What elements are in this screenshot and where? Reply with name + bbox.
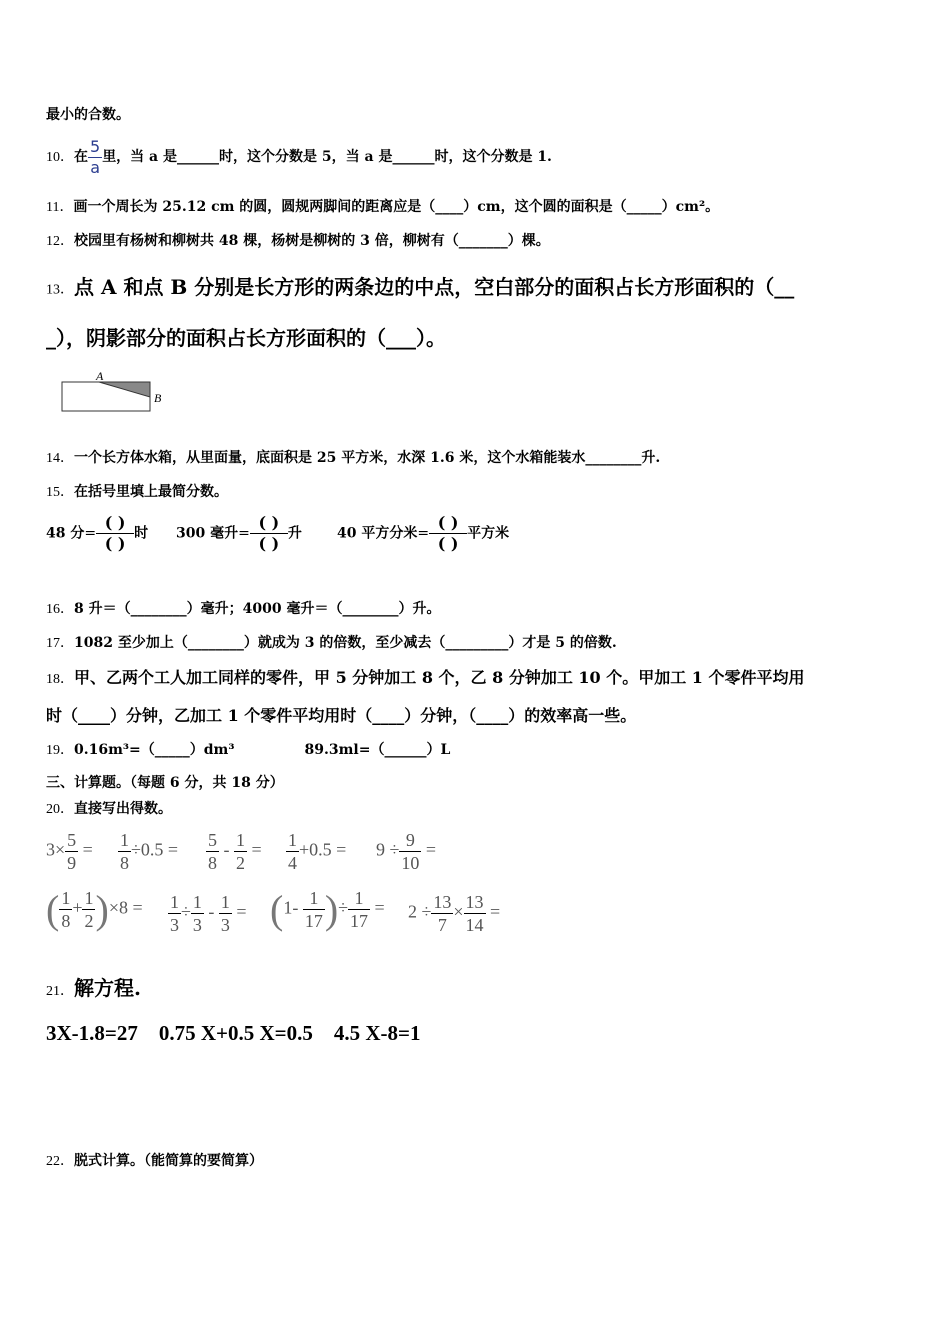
fraction: $\frac{5}{8}$ (208, 830, 217, 873)
q21-text: 解方程. (74, 976, 141, 1000)
q15-item-unit: 平方米 (467, 525, 510, 542)
q15-item-1 (46, 513, 148, 554)
question-number: 21． (46, 984, 74, 999)
q15-text: 在括号里填上最简分数。 (74, 484, 228, 500)
equals-sign: = (417, 525, 430, 542)
fraction: $\frac{1}{3}$ (170, 892, 179, 935)
calc-item: $\frac{5}{8}$ - $\frac{1}{2}$ = (208, 830, 262, 873)
fraction: $\frac{1}{8}$ (120, 830, 129, 873)
q11-text: 画一个周长为 25.12 cm 的圆，圆规两脚间的距离应是（____）cm，这个圆的面积是（_____）cm²。 (73, 199, 720, 215)
point-b-label: B (154, 391, 162, 405)
fraction: $\frac{1}{3}$ (220, 892, 230, 935)
equals-sign: = (238, 525, 250, 542)
calc-item: $\frac{1}{4}$ +0.5 = (288, 830, 347, 873)
question-number: 15． (46, 485, 74, 500)
q21-equations: 3X-1.8=27 0.75 X+0.5 X=0.5 4.5 X-8=1 (46, 1021, 421, 1045)
question-13-line2: _），阴影部分的面积占长方形面积的（___）。 (46, 326, 446, 350)
point-a-label: A (96, 369, 104, 383)
question-number: 16． (46, 602, 74, 617)
q15-item-2 (176, 513, 302, 554)
q10-text: 里，当 a 是______时，这个分数是 5，当 a 是______时，这个分数是 1. (102, 149, 552, 165)
fraction: $\frac{1}{2}$ (236, 830, 245, 873)
question-number: 12． (46, 234, 74, 249)
section-3-heading: 三、计算题。（每题 6 分，共 18 分） (46, 775, 284, 791)
question-number: 14． (46, 451, 74, 466)
blank-fraction: ( ) ( ) (250, 513, 288, 554)
equals-sign: = (84, 525, 97, 542)
rectangle-figure (56, 368, 166, 416)
question-number: 13． (46, 282, 74, 298)
question-11 (46, 196, 719, 216)
q13-line1-text: 点 A 和点 B 分别是长方形的两条边的中点，空白部分的面积占长方形面积的（__ (74, 275, 795, 299)
q15-item-unit: 时 (134, 525, 149, 542)
q18-line1-text: 甲、乙两个工人加工同样的零件，甲 5 分钟加工 8 个，乙 8 分钟加工 10 个。甲加工 1 个零件平均用 (74, 668, 805, 687)
question-22 (46, 1150, 263, 1170)
q15-item-left: 40 平方分米 (337, 525, 418, 542)
question-10 (46, 136, 552, 177)
q19-part2: 89.3ml=（______）L (304, 742, 451, 758)
question-16 (46, 598, 440, 618)
q22-text: 脱式计算。（能简算的要简算） (74, 1153, 263, 1169)
q15-item-left: 300 毫升 (176, 525, 239, 542)
q15-item-3 (337, 513, 509, 554)
calc-item: $\frac{1}{8}$ ÷0.5 = (120, 830, 179, 873)
fraction: $\frac{13}{7}$ (433, 892, 452, 935)
fraction: $\frac{9}{10}$ (401, 830, 420, 873)
q15-item-unit: 升 (287, 525, 302, 542)
question-13-line1 (46, 271, 794, 300)
question-number: 20． (46, 802, 74, 817)
q14-text: 一个长方体水箱，从里面量，底面积是 25 平方米，水深 1.6 米，这个水箱能装水________升. (74, 450, 661, 466)
q15-item-left: 48 分 (46, 525, 85, 542)
fraction: $\frac{1}{8}$ (61, 888, 71, 931)
question-number: 18． (46, 672, 74, 687)
q9-tail: 最小的合数。 (46, 107, 130, 123)
fraction: $\frac{1}{4}$ (288, 830, 297, 873)
q19-part1: 0.16m³=（_____）dm³ (74, 742, 235, 758)
calc-item: 3× $\frac{5}{9}$ = (46, 830, 93, 873)
question-19 (46, 739, 450, 759)
question-number: 22． (46, 1154, 74, 1169)
question-17 (46, 632, 617, 652)
question-number: 11． (46, 200, 74, 215)
question-14 (46, 447, 660, 467)
q16-text: 8 升＝（________）毫升；4000 毫升＝（________）升。 (74, 601, 441, 617)
q17-text: 1082 至少加上（________）就成为 3 的倍数，至少减去（_________）才是 5 的倍数. (74, 635, 617, 651)
fraction: $\frac{1}{17}$ (350, 888, 369, 931)
blank-fraction: ( ) ( ) (429, 513, 467, 554)
question-number: 19． (46, 743, 74, 758)
question-number: 10． (46, 150, 74, 165)
blank-fraction: ( ) ( ) (96, 513, 134, 554)
calc-item: (1- $\frac{1}{17}$ )÷ $\frac{1}{17}$ = (270, 887, 385, 932)
q20-text: 直接写出得数。 (74, 801, 172, 817)
question-18-line2: 时（____）分钟，乙加工 1 个零件平均用时（____）分钟，（____）的效率高一些。 (46, 706, 637, 725)
q12-text: 校园里有杨树和柳树共 48 棵，杨树是柳树的 3 倍，柳树有（_______）棵。 (74, 233, 550, 249)
question-12 (46, 230, 550, 250)
q10-pre: 在 (74, 149, 88, 165)
fraction: $\frac{5}{9}$ (67, 830, 77, 873)
fraction: $\frac{1}{17}$ (304, 888, 323, 931)
fraction: $\frac{13}{14}$ (465, 892, 484, 935)
calc-item: $\frac{1}{3}$ ÷ $\frac{1}{3}$ - $\frac{1}{3}$ = (170, 892, 247, 935)
calc-item: 9 ÷ $\frac{9}{10}$ = (376, 830, 437, 873)
calc-item: 2 ÷ $\frac{13}{7}$ × $\frac{13}{14}$ = (408, 892, 501, 935)
question-18-line1 (46, 665, 805, 688)
fraction: $\frac{1}{2}$ (84, 888, 94, 931)
question-15 (46, 481, 228, 501)
question-21 (46, 972, 141, 1001)
question-number: 17． (46, 636, 74, 651)
calc-item: ( $\frac{1}{8}$ + $\frac{1}{2}$ )×8 = (46, 887, 143, 932)
question-20 (46, 798, 172, 818)
fraction-5-over-a: $\frac{5}{a}$ (90, 136, 101, 177)
fraction: $\frac{1}{3}$ (192, 892, 202, 935)
